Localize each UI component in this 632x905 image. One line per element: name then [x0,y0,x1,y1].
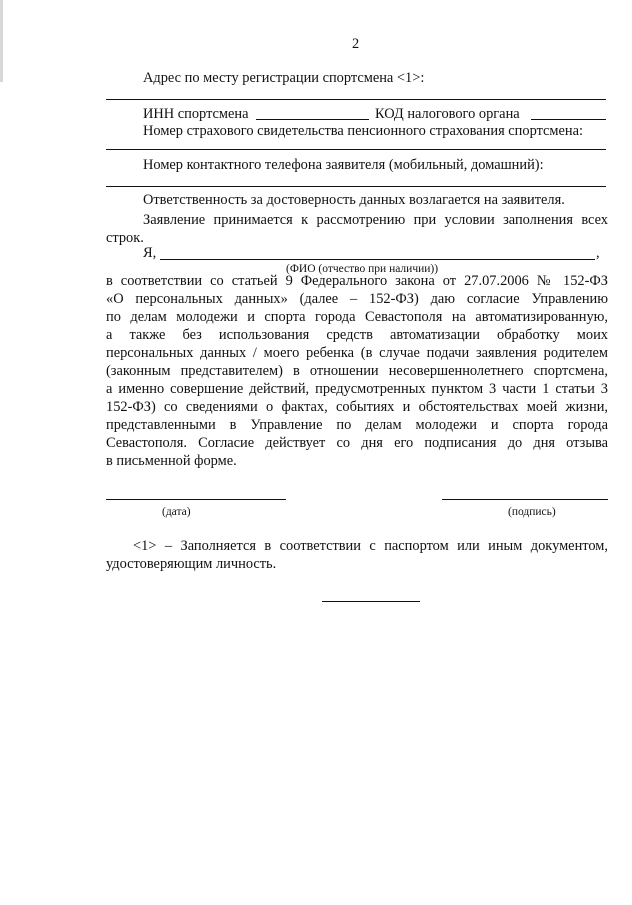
consent-line: по делам молодежи и спорта города Севастополя на автоматизированную, [106,309,608,325]
signature-input-line[interactable] [442,499,608,500]
address-input-line[interactable] [106,99,606,100]
footnote-line-2: удостоверяющим личность. [106,556,277,572]
consent-line: представленными в Управление по делам молодежи и спорта города [106,417,608,433]
responsibility-note: Ответственность за достоверность данных возлагается на заявителя. [143,192,565,208]
kod-label: КОД налогового органа [375,106,520,122]
inn-input-line[interactable] [256,119,369,120]
consent-line: а также без использования средств автоматизации обработку моих [106,327,608,343]
snils-label: Номер страхового свидетельства пенсионного страхования спортсмена: [143,123,584,139]
end-separator [322,601,420,602]
consent-last-line: в письменной форме. [106,453,237,469]
consent-line: персональных данных / моего ребенка (в случае подачи заявления родителем [106,345,608,361]
phone-label: Номер контактного телефона заявителя (мобильный, домашний): [143,157,544,173]
date-caption: (дата) [162,506,191,518]
consent-line: а именно совершение действий, предусмотренных пунктом 3 части 1 статьи 3 [106,381,608,397]
footnote-line-1: <1> – Заполняется в соответствии с паспортом или иным документом, [133,538,608,554]
inn-label: ИНН спортсмена [143,106,249,122]
signature-caption: (подпись) [508,506,556,518]
acceptance-note-line-1: Заявление принимается к рассмотрению при условии заполнения всех [143,212,608,228]
scan-edge-mark [0,0,3,82]
address-label: Адрес по месту регистрации спортсмена <1>: [143,70,425,86]
consent-line: (законным представителем) в отношении несовершеннолетнего спортсмена, [106,363,608,379]
consent-line: «О персональных данных» (далее – 152-ФЗ) даю согласие Управлению [106,291,608,307]
fio-caption: (ФИО (отчество при наличии)) [286,263,439,275]
acceptance-note-line-2: строк. [106,230,144,246]
snils-input-line[interactable] [106,149,606,150]
consent-line: 152-ФЗ) со сведениями о фактах, событиях и обстоятельствах моей жизни, [106,399,608,415]
phone-input-line[interactable] [106,186,606,187]
page-number: 2 [352,36,360,52]
ya-label: Я, [143,245,157,261]
consent-line: Севастополя. Согласие действует со дня его подписания до дня отзыва [106,435,608,451]
kod-input-line[interactable] [531,119,606,120]
consent-line: в соответствии со статьей 9 Федерального закона от 27.07.2006 № 152-ФЗ [106,273,608,289]
date-input-line[interactable] [106,499,286,500]
fio-comma: , [596,245,600,261]
